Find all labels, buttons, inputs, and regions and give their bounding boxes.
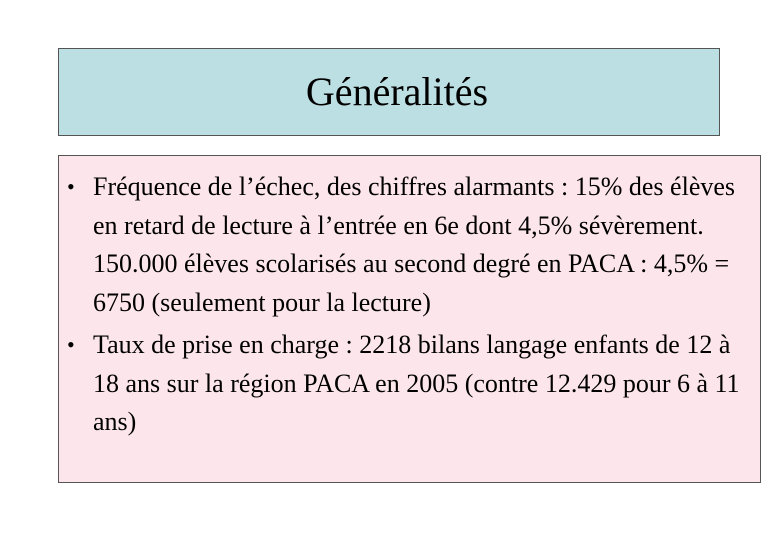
bullet-text: Taux de prise en charge : 2218 bilans langage enfants de 12 à 18 ans sur la région PACA en 2005 (contre 12.429 pour 6 à 11 ans) xyxy=(93,330,740,436)
bullet-list xyxy=(67,168,746,442)
bullet-icon: • xyxy=(67,332,75,357)
bullet-item-failure-rate xyxy=(67,168,746,322)
slide-title: Généralités xyxy=(305,69,489,114)
bullet-item-care-rate xyxy=(67,326,746,442)
bullet-text: Fréquence de l’échec, des chiffres alarmants : 15% des élèves en retard de lecture à l’entrée en 6e dont 4,5% sévèrement. 150.000 élèves scolarisés au second degré en PACA : 4,5% = 6750 (seulement pour la lecture) xyxy=(93,172,736,317)
title-box xyxy=(58,48,720,136)
content-box xyxy=(58,155,761,483)
bullet-icon: • xyxy=(67,174,75,199)
